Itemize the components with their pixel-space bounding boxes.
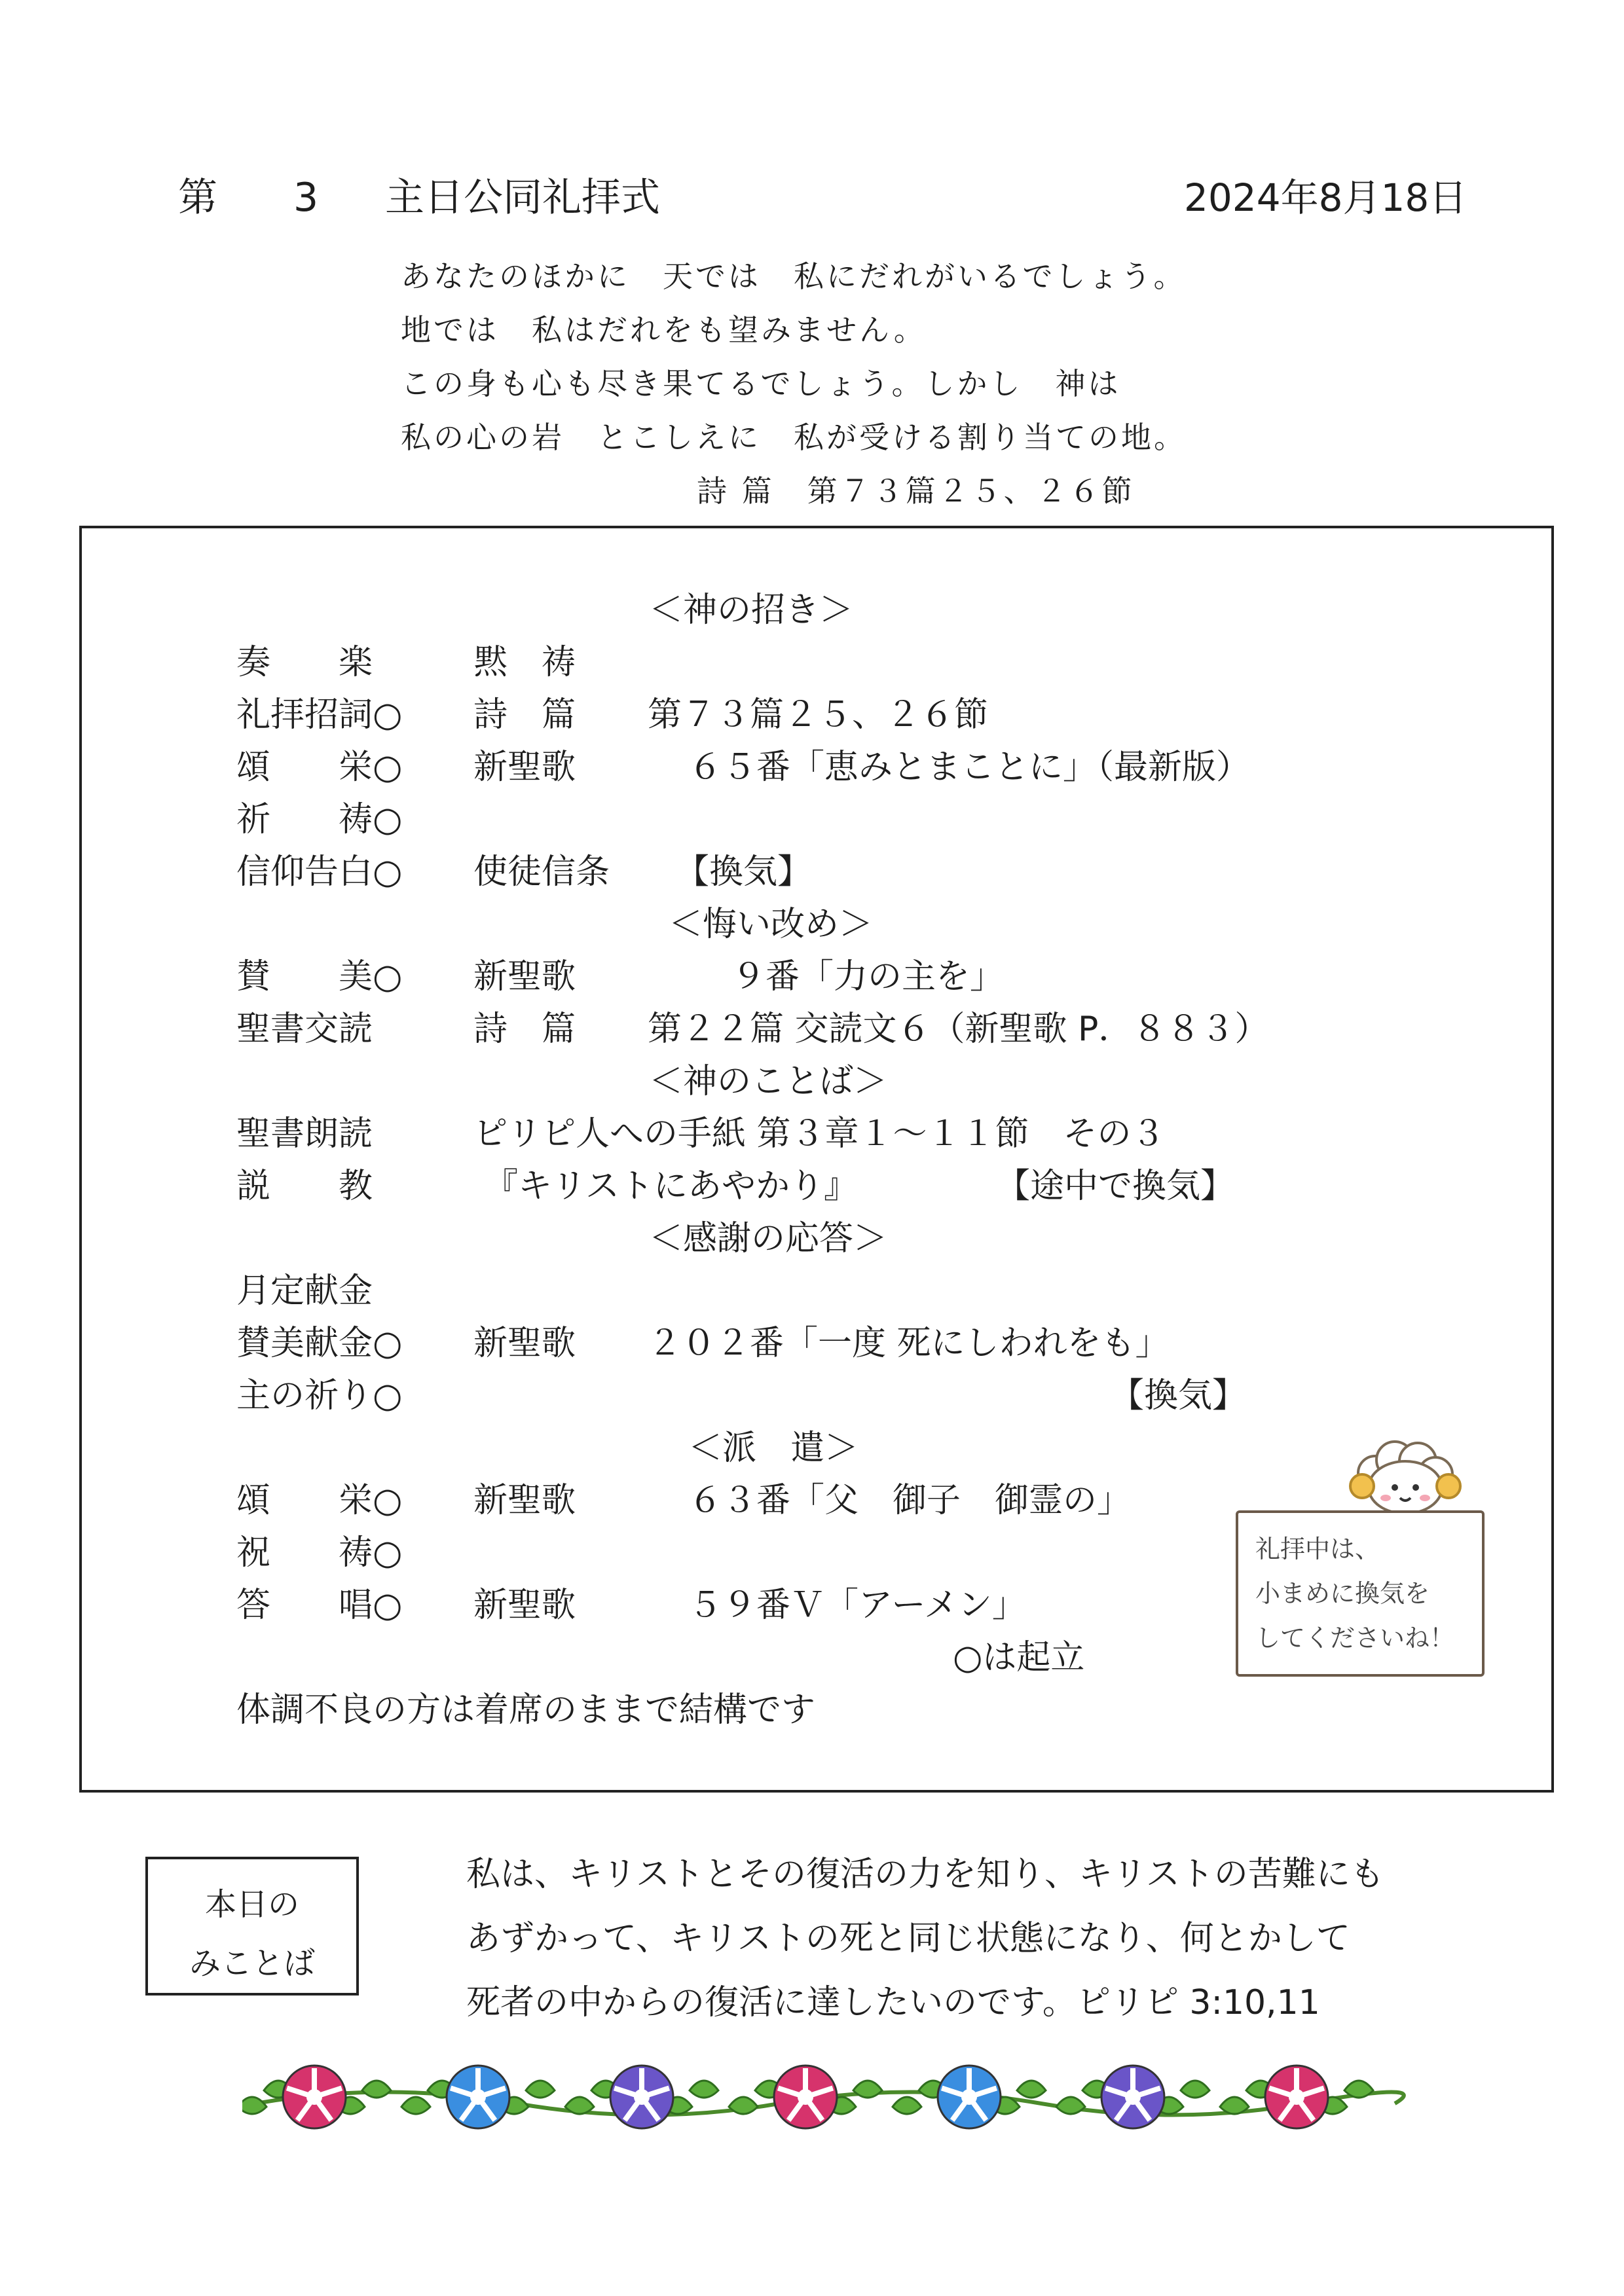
item-detail: 第７３篇２５、２６節: [648, 695, 989, 735]
leaf-icon: [1056, 2097, 1085, 2114]
flower-center: [798, 2089, 813, 2105]
service-date: 2024年8月18日: [1184, 175, 1467, 220]
item-detail: 新聖歌: [473, 957, 576, 996]
item-detail: 新聖歌: [473, 1481, 576, 1520]
item-detail: ピリピ人への手紙 第３章１～１１節 その３: [473, 1114, 1166, 1154]
leaf-icon: [690, 2081, 718, 2098]
flower-center: [1289, 2089, 1304, 2105]
verse-line-1: あなたのほかに 天では 私にだれがいるでしょう。: [401, 259, 1187, 294]
leaf-icon: [1344, 2081, 1373, 2098]
item-detail: 新聖歌: [473, 1586, 576, 1625]
leaf-icon: [526, 2081, 555, 2098]
leaf-icon: [853, 2081, 882, 2098]
today-word-line: 死者の中からの復活に達したいのです。ピリピ 3:10,11: [466, 1983, 1320, 2022]
section-heading: ＜悔い改め＞: [669, 905, 874, 944]
item-label: 賛美献金○: [236, 1324, 403, 1363]
item-label: 答 唱○: [236, 1586, 403, 1625]
item-detail: ９番「力の主を」: [731, 957, 1005, 996]
today-word-label-box: [145, 1857, 359, 1995]
item-label: 賛 美○: [236, 957, 403, 996]
item-detail: 詩 篇: [473, 1010, 576, 1049]
leaf-icon: [1220, 2097, 1249, 2114]
item-label: 説 教: [236, 1167, 373, 1206]
verse-reference: 詩 篇 第７３篇２５、２６節: [697, 473, 1135, 509]
item-label: 頌 栄○: [236, 748, 403, 787]
flower-center: [470, 2089, 486, 2105]
leaf-icon: [242, 2097, 267, 2114]
leaf-icon: [565, 2097, 594, 2114]
item-detail: 新聖歌: [473, 1324, 576, 1363]
item-label: 奏 楽: [236, 643, 373, 682]
section-heading: ＜神の招き＞: [649, 591, 854, 630]
flower-center: [634, 2089, 650, 2105]
item-label: 聖書交読: [236, 1010, 373, 1049]
item-detail: 新聖歌: [473, 748, 576, 787]
item-detail: 第２２篇 交読文６（新聖歌 P．８８３）: [648, 1010, 1269, 1049]
item-label: 頌 栄○: [236, 1481, 403, 1520]
item-detail: 詩 篇: [473, 695, 576, 735]
item-detail: ６５番「恵みとまことに」（最新版）: [688, 748, 1251, 787]
ventilation-note-box: [1236, 1510, 1485, 1677]
item-detail: 【換気】: [675, 852, 812, 892]
flower-center: [306, 2089, 322, 2105]
flower-center: [1125, 2089, 1141, 2105]
leaf-icon: [893, 2097, 921, 2114]
leaf-icon: [1017, 2081, 1046, 2098]
leaf-icon: [362, 2081, 391, 2098]
item-detail: 【途中で換気】: [996, 1167, 1235, 1206]
verse-line-2: 地では 私はだれをも望みません。: [401, 312, 927, 348]
today-label-line: 本日の: [204, 1886, 299, 1923]
health-note: 体調不良の方は着席のままで結構です: [236, 1690, 816, 1730]
item-label: 聖書朗読: [236, 1114, 373, 1154]
section-heading: ＜神のことば＞: [649, 1062, 888, 1101]
morning-glory-border: [242, 2041, 1408, 2153]
item-label: 祈 祷○: [236, 800, 403, 839]
item-detail: 黙 祷: [473, 643, 576, 682]
item-detail: 【換気】: [1110, 1376, 1247, 1415]
service-title: 主日公同礼拝式: [385, 175, 660, 221]
note-line: 礼拝中は、: [1255, 1535, 1380, 1563]
item-detail: 使徒信条: [473, 852, 610, 892]
verse-line-4: 私の心の岩 とこしえに 私が受ける割り当ての地。: [401, 420, 1187, 455]
item-detail: ５９番Ｖ「アーメン」: [688, 1586, 1026, 1625]
item-label: 月定献金: [236, 1271, 373, 1311]
header-number-prefix: 第: [178, 175, 217, 221]
leaf-icon: [729, 2097, 758, 2114]
verse-line-3: この身も心も尽き果てるでしょう。しかし 神は: [401, 366, 1121, 401]
item-detail: ６３番「父 御子 御霊の」: [688, 1481, 1132, 1520]
note-line: 小まめに換気を: [1255, 1579, 1430, 1608]
header-number: 3: [293, 175, 319, 221]
item-detail: 『キリストにあやかり』: [484, 1167, 858, 1206]
sheep-illustration-icon: [1336, 1427, 1473, 1519]
standing-note: ○は起立: [953, 1638, 1085, 1677]
flower-center: [961, 2089, 977, 2105]
today-word-line: 私は、キリストとその復活の力を知り、キリストの苦難にも: [466, 1855, 1384, 1894]
leaf-icon: [401, 2097, 430, 2114]
item-label: 礼拝招詞○: [236, 695, 403, 735]
item-detail: ２０２番「一度 死にしわれをも」: [648, 1324, 1170, 1363]
item-label: 祝 祷○: [236, 1533, 403, 1573]
section-heading: ＜感謝の応答＞: [649, 1219, 888, 1258]
item-label: 信仰告白○: [236, 852, 403, 892]
note-line: してくださいね！: [1255, 1624, 1455, 1652]
today-label-line: みことば: [189, 1945, 315, 1982]
section-heading: ＜派 遣＞: [688, 1429, 859, 1468]
leaf-icon: [1181, 2081, 1209, 2098]
today-word-line: あずかって、キリストの死と同じ状態になり、何とかして: [466, 1919, 1350, 1958]
item-label: 主の祈り○: [236, 1376, 403, 1415]
